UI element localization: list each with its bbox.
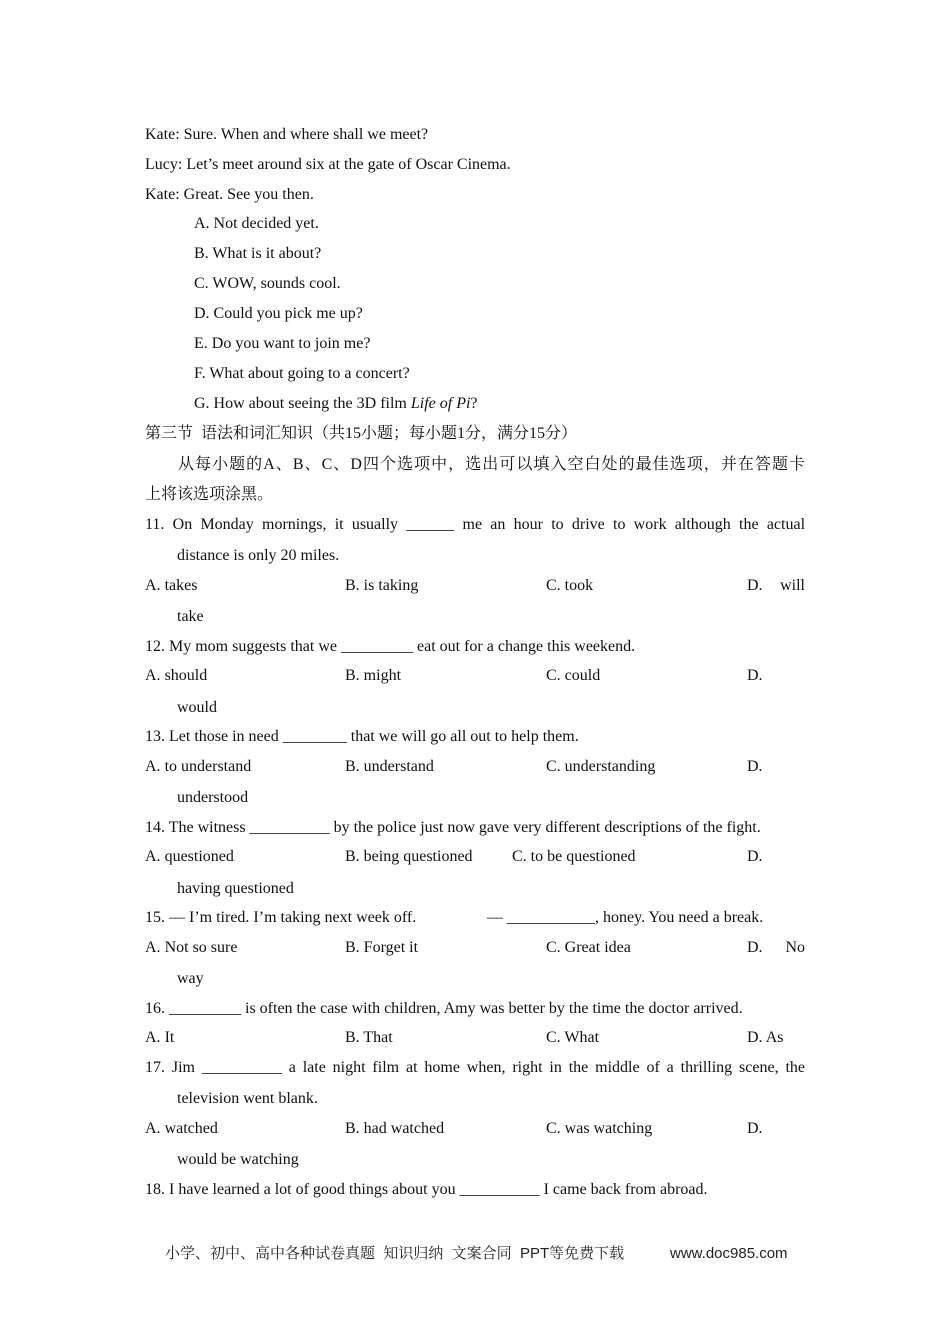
option-label: D.: [747, 1120, 763, 1137]
option-label: A.: [145, 667, 161, 684]
option-b: [345, 757, 434, 777]
answer-choice-g-end: ?: [470, 395, 478, 412]
option-text: could: [564, 667, 601, 684]
question-14-stem: [145, 818, 761, 838]
answer-choice-e: E. Do you want to join me?: [194, 335, 371, 352]
option-text: questioned: [164, 848, 234, 865]
option-label: A.: [145, 939, 161, 956]
dialogue-line: Kate: Sure. When and where shall we meet?: [145, 126, 429, 143]
option-b: [345, 666, 401, 686]
option-c: [546, 576, 593, 596]
option-text: was watching: [564, 1120, 653, 1137]
option-label: A.: [145, 758, 161, 775]
question-13-options: [0, 757, 950, 777]
question-17-stem-continued: television went blank.: [177, 1090, 318, 1107]
option-text: had watched: [363, 1120, 445, 1137]
option-d-wrap: understood: [177, 789, 249, 806]
option-label: D.: [747, 1029, 763, 1046]
option-label: A.: [145, 848, 161, 865]
option-b: [345, 576, 418, 596]
option-text: to understand: [164, 758, 252, 775]
dialogue-line: Lucy: Let’s meet around six at the gate of Oscar Cinema.: [145, 156, 511, 173]
film-title: Life of Pi: [410, 395, 471, 412]
section-heading: [145, 424, 577, 444]
option-label: D.: [747, 939, 763, 956]
option-b: [345, 1028, 393, 1048]
question-number: 18.: [145, 1181, 165, 1198]
option-label: D.: [747, 577, 763, 594]
dialogue-line: Kate: Great. See you then.: [145, 186, 314, 203]
option-b: [345, 1119, 444, 1139]
question-11-stem-continued: distance is only 20 miles.: [177, 547, 340, 564]
question-number: 13.: [145, 728, 165, 745]
option-label: B.: [345, 758, 360, 775]
answer-choice-b: B. What is it about?: [194, 245, 322, 262]
question-number: 12.: [145, 638, 165, 655]
option-text: being questioned: [363, 848, 473, 865]
question-text: _________ is often the case with children, Amy was better by the time the doctor arrived.: [169, 1000, 743, 1017]
question-18-stem: [145, 1180, 708, 1200]
option-label: C.: [546, 667, 561, 684]
footer-promo-label: 小学、初中、高中各种试卷真题 知识归纳 文案合同 PPT等免费下载: [165, 1245, 625, 1262]
question-text: — I’m tired. I’m taking next week off.: [169, 909, 417, 926]
option-c: [546, 757, 655, 777]
footer-url: www.doc985.com: [670, 1245, 788, 1262]
option-text: takes: [164, 577, 198, 594]
option-text: watched: [164, 1120, 218, 1137]
question-number: 16.: [145, 1000, 165, 1017]
question-text: Jim __________ a late night film at home when, right in the middle of a thrilling scene, the: [171, 1059, 806, 1076]
question-text: Let those in need ________ that we will go all out to help them.: [169, 728, 579, 745]
option-label: C.: [546, 758, 561, 775]
option-text: That: [363, 1029, 393, 1046]
question-12-stem: [145, 637, 635, 657]
question-16-stem: [145, 999, 743, 1019]
option-a: [145, 847, 234, 867]
question-number: 15.: [145, 909, 165, 926]
option-c: [546, 1028, 599, 1048]
answer-choice-g-text: G. How about seeing the 3D film: [194, 395, 411, 412]
option-text: to be questioned: [530, 848, 636, 865]
option-text: Great idea: [564, 939, 631, 956]
question-number: 14.: [145, 819, 165, 836]
option-label: B.: [345, 1029, 360, 1046]
option-c: [512, 847, 636, 867]
answer-choice-a: A. Not decided yet.: [194, 215, 319, 232]
option-text: should: [164, 667, 208, 684]
option-text: Not so sure: [164, 939, 238, 956]
option-text: will: [780, 577, 805, 594]
option-c: [546, 666, 600, 686]
option-label: B.: [345, 939, 360, 956]
question-13-stem: [145, 727, 579, 747]
option-label: A.: [145, 577, 161, 594]
option-d: [747, 938, 805, 958]
option-text: might: [363, 667, 402, 684]
option-d-wrap: would: [177, 699, 217, 716]
question-number: 11.: [145, 516, 165, 533]
option-c: [546, 938, 631, 958]
question-11-options: [0, 576, 950, 596]
option-b: [345, 847, 473, 867]
question-17-stem: [145, 1058, 805, 1078]
option-a: [145, 938, 237, 958]
answer-choice-d: D. Could you pick me up?: [194, 305, 363, 322]
question-15-speaker-b: — ___________, honey. You need a break.: [487, 909, 764, 926]
option-label: D.: [747, 667, 763, 684]
option-label: B.: [345, 577, 360, 594]
option-label: C.: [512, 848, 527, 865]
question-11-stem: [145, 515, 805, 535]
answer-choice-f: F. What about going to a concert?: [194, 365, 410, 382]
option-d-wrap: would be watching: [177, 1151, 299, 1168]
option-label: D.: [747, 848, 763, 865]
option-label: B.: [345, 848, 360, 865]
option-text: took: [564, 577, 594, 594]
option-a: [145, 576, 197, 596]
option-label: C.: [546, 939, 561, 956]
answer-choice-g: [194, 394, 478, 414]
option-label: A.: [145, 1029, 161, 1046]
option-d: [747, 1119, 763, 1139]
option-label: B.: [345, 1120, 360, 1137]
option-d: [747, 757, 763, 777]
question-17-options: [0, 1119, 950, 1139]
instruction-line: 上将该选项涂黑。: [145, 486, 274, 503]
option-d-wrap: take: [177, 608, 204, 625]
option-b: [345, 938, 418, 958]
option-text: As: [765, 1029, 784, 1046]
question-15-speaker-a: [145, 908, 416, 928]
option-label: D.: [747, 758, 763, 775]
option-d: [747, 1028, 783, 1048]
option-a: [145, 666, 207, 686]
question-12-options: [0, 666, 950, 686]
question-15-options: [0, 938, 950, 958]
question-14-options: [0, 847, 950, 867]
option-label: C.: [546, 1029, 561, 1046]
option-d: [747, 576, 805, 596]
option-label: C.: [546, 1120, 561, 1137]
question-text: I have learned a lot of good things about you __________ I came back from abroad.: [169, 1181, 708, 1198]
option-d-wrap: having questioned: [177, 880, 294, 897]
question-text: My mom suggests that we _________ eat out for a change this weekend.: [169, 638, 636, 655]
option-text: is taking: [363, 577, 419, 594]
question-16-options: [0, 1028, 950, 1048]
option-c: [546, 1119, 652, 1139]
question-text: The witness __________ by the police just now gave very different descriptions of the fight.: [168, 819, 761, 836]
option-text: No: [785, 939, 805, 956]
option-d: [747, 847, 763, 867]
option-text: understanding: [564, 758, 656, 775]
option-text: Forget it: [363, 939, 419, 956]
option-label: B.: [345, 667, 360, 684]
option-d-wrap: way: [177, 970, 204, 987]
instruction-line: 从每小题的A、B、C、D四个选项中，选出可以填入空白处的最佳选项，并在答题卡: [178, 456, 805, 473]
footer-promo-text: [165, 1244, 624, 1264]
question-number: 17.: [145, 1059, 165, 1076]
option-d: [747, 666, 763, 686]
question-text: On Monday mornings, it usually ______ me an hour to drive to work although the actual: [172, 516, 806, 533]
section-heading-text: 第三节 语法和词汇知识（共15小题；每小题1分，满分15分）: [145, 425, 578, 442]
option-a: [145, 1119, 218, 1139]
option-text: understand: [363, 758, 434, 775]
option-text: What: [564, 1029, 600, 1046]
option-label: C.: [546, 577, 561, 594]
option-a: [145, 1028, 174, 1048]
answer-choice-c: C. WOW, sounds cool.: [194, 275, 341, 292]
option-text: It: [164, 1029, 175, 1046]
question-15-stem: [0, 908, 950, 928]
option-label: A.: [145, 1120, 161, 1137]
option-a: [145, 757, 251, 777]
